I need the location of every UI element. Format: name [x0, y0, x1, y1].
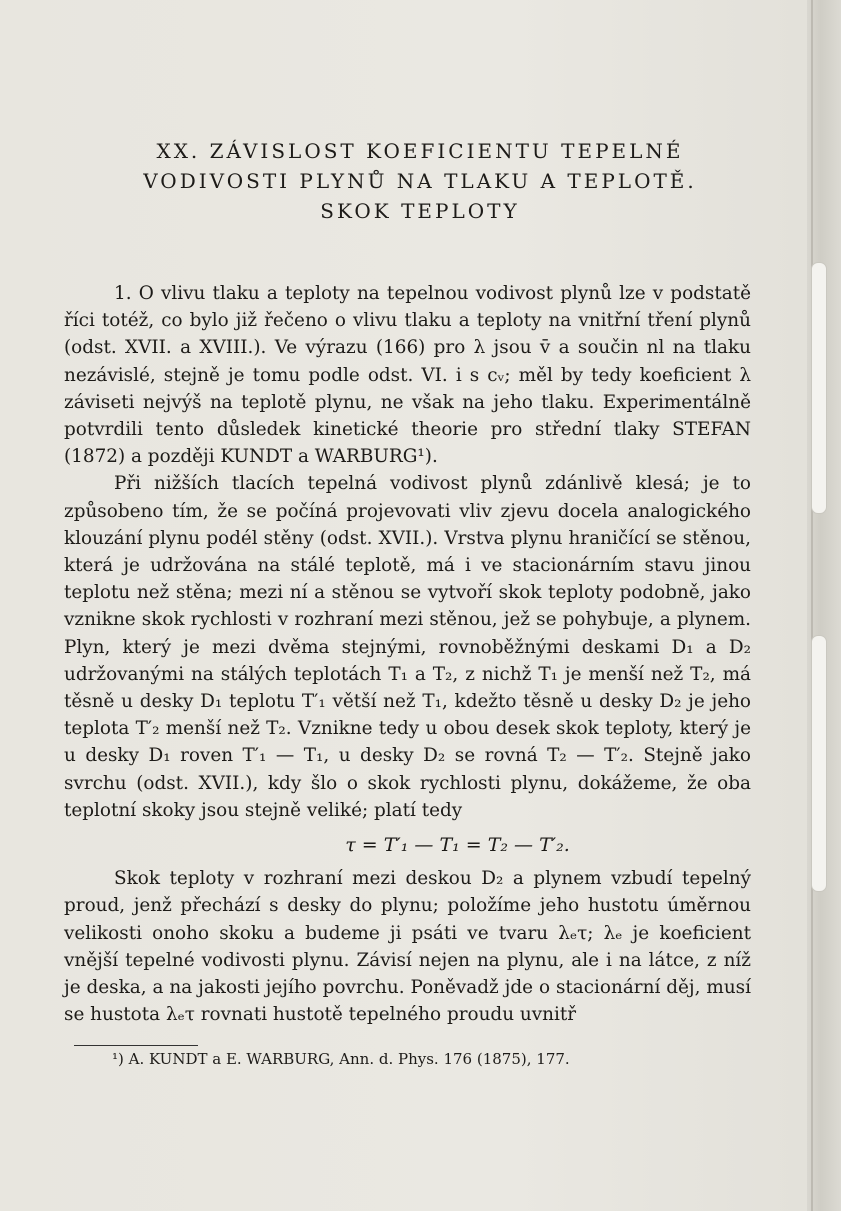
formula: τ = T′₁ — T₁ = T₂ — T′₂.: [345, 834, 570, 857]
paragraph-3: Skok teploty v rozhraní mezi deskou D₂ a plynem vzbudí tepelný proud, jenž přechází s desky do plynu; položíme jeho hustotu úměrnou velikosti onoho skoku a budeme ji psáti ve tvaru λₑτ; λₑ je koeficient vnější tepelné vodivosti plynu. Závisí nejen na plynu, ale i na látce, z níž je deska, a na jakosti jejího povrchu. Poněvadž jde o stacionární děj, musí se hustota λₑτ rovnati hustotě tepelného proudu uvnitř: [64, 868, 751, 1026]
chapter-title-line-3: SKOK TEPLOTY: [320, 199, 520, 223]
gutter-shadow-line: [811, 0, 813, 1211]
chapter-title-line-2: VODIVOSTI PLYNŮ NA TLAKU A TEPLOTĚ.: [143, 169, 697, 193]
page-edge-tab: [811, 635, 827, 892]
chapter-title: [100, 136, 740, 226]
body-text: [64, 280, 751, 1028]
paragraph-2: Při nižších tlacích tepelná vodivost plynů zdánlivě klesá; je to způsobeno tím, že se počíná projevovati vliv zjevu docela analogického klouzání plynu podél stěny (odst. XVII.). Vrstva plynu hraničící se stěnou, která je udržována na stálé teplotě, má i ve stacionárním stavu jinou teplotu než stěna; mezi ní a stěnou se vytvoří skok teploty podobně, jako vznikne skok rychlosti v rozhraní mezi stěnou, jež se pohybuje, a plynem. Plyn, který je mezi dvěma stejnými, rovnoběžnými deskami D₁ a D₂ udržovanými na stálých teplotách T₁ a T₂, z nichž T₁ je menší než T₂, má těsně u desky D₁ teplotu T′₁ větší než T₁, kdežto těsně u desky D₂ je jeho teplota T′₂ menší než T₂. Vznikne tedy u obou desek skok teploty, který je u desky D₁ roven T′₁ — T₁, u desky D₂ se rovná T₂ — T′₂. Stejně jako svrchu (odst. XVII.), kdy šlo o skok rychlosti plynu, dokážeme, že oba teplotní skoky jsou stejně veliké; platí tedy: [64, 473, 751, 821]
paragraph-1: 1. O vlivu tlaku a teploty na tepelnou vodivost plynů lze v podstatě říci totéž, co bylo již řečeno o vlivu tlaku a teploty na vnitřní tření plynů (odst. XVII. a XVIII.). Ve výrazu (166) pro λ jsou v̄ a součin nl na tlaku nezávislé, stejně je tomu podle odst. VI. i s cᵥ; měl by tedy koeficient λ záviseti nejvýš na teplotě plynu, ne však na jeho tlaku. Experimentálně potvrdili tento důsledek kinetické theorie pro střední tlaky STEFAN (1872) a později KUNDT a WARBURG¹).: [64, 283, 751, 468]
chapter-title-line-1: XX. ZÁVISLOST KOEFICIENTU TEPELNÉ: [156, 139, 684, 163]
footnote-rule: [74, 1045, 198, 1046]
footnote: ¹) A. KUNDT a E. WARBURG, Ann. d. Phys. 176 (1875), 177.: [112, 1050, 570, 1068]
page-edge-tab: [811, 262, 827, 514]
